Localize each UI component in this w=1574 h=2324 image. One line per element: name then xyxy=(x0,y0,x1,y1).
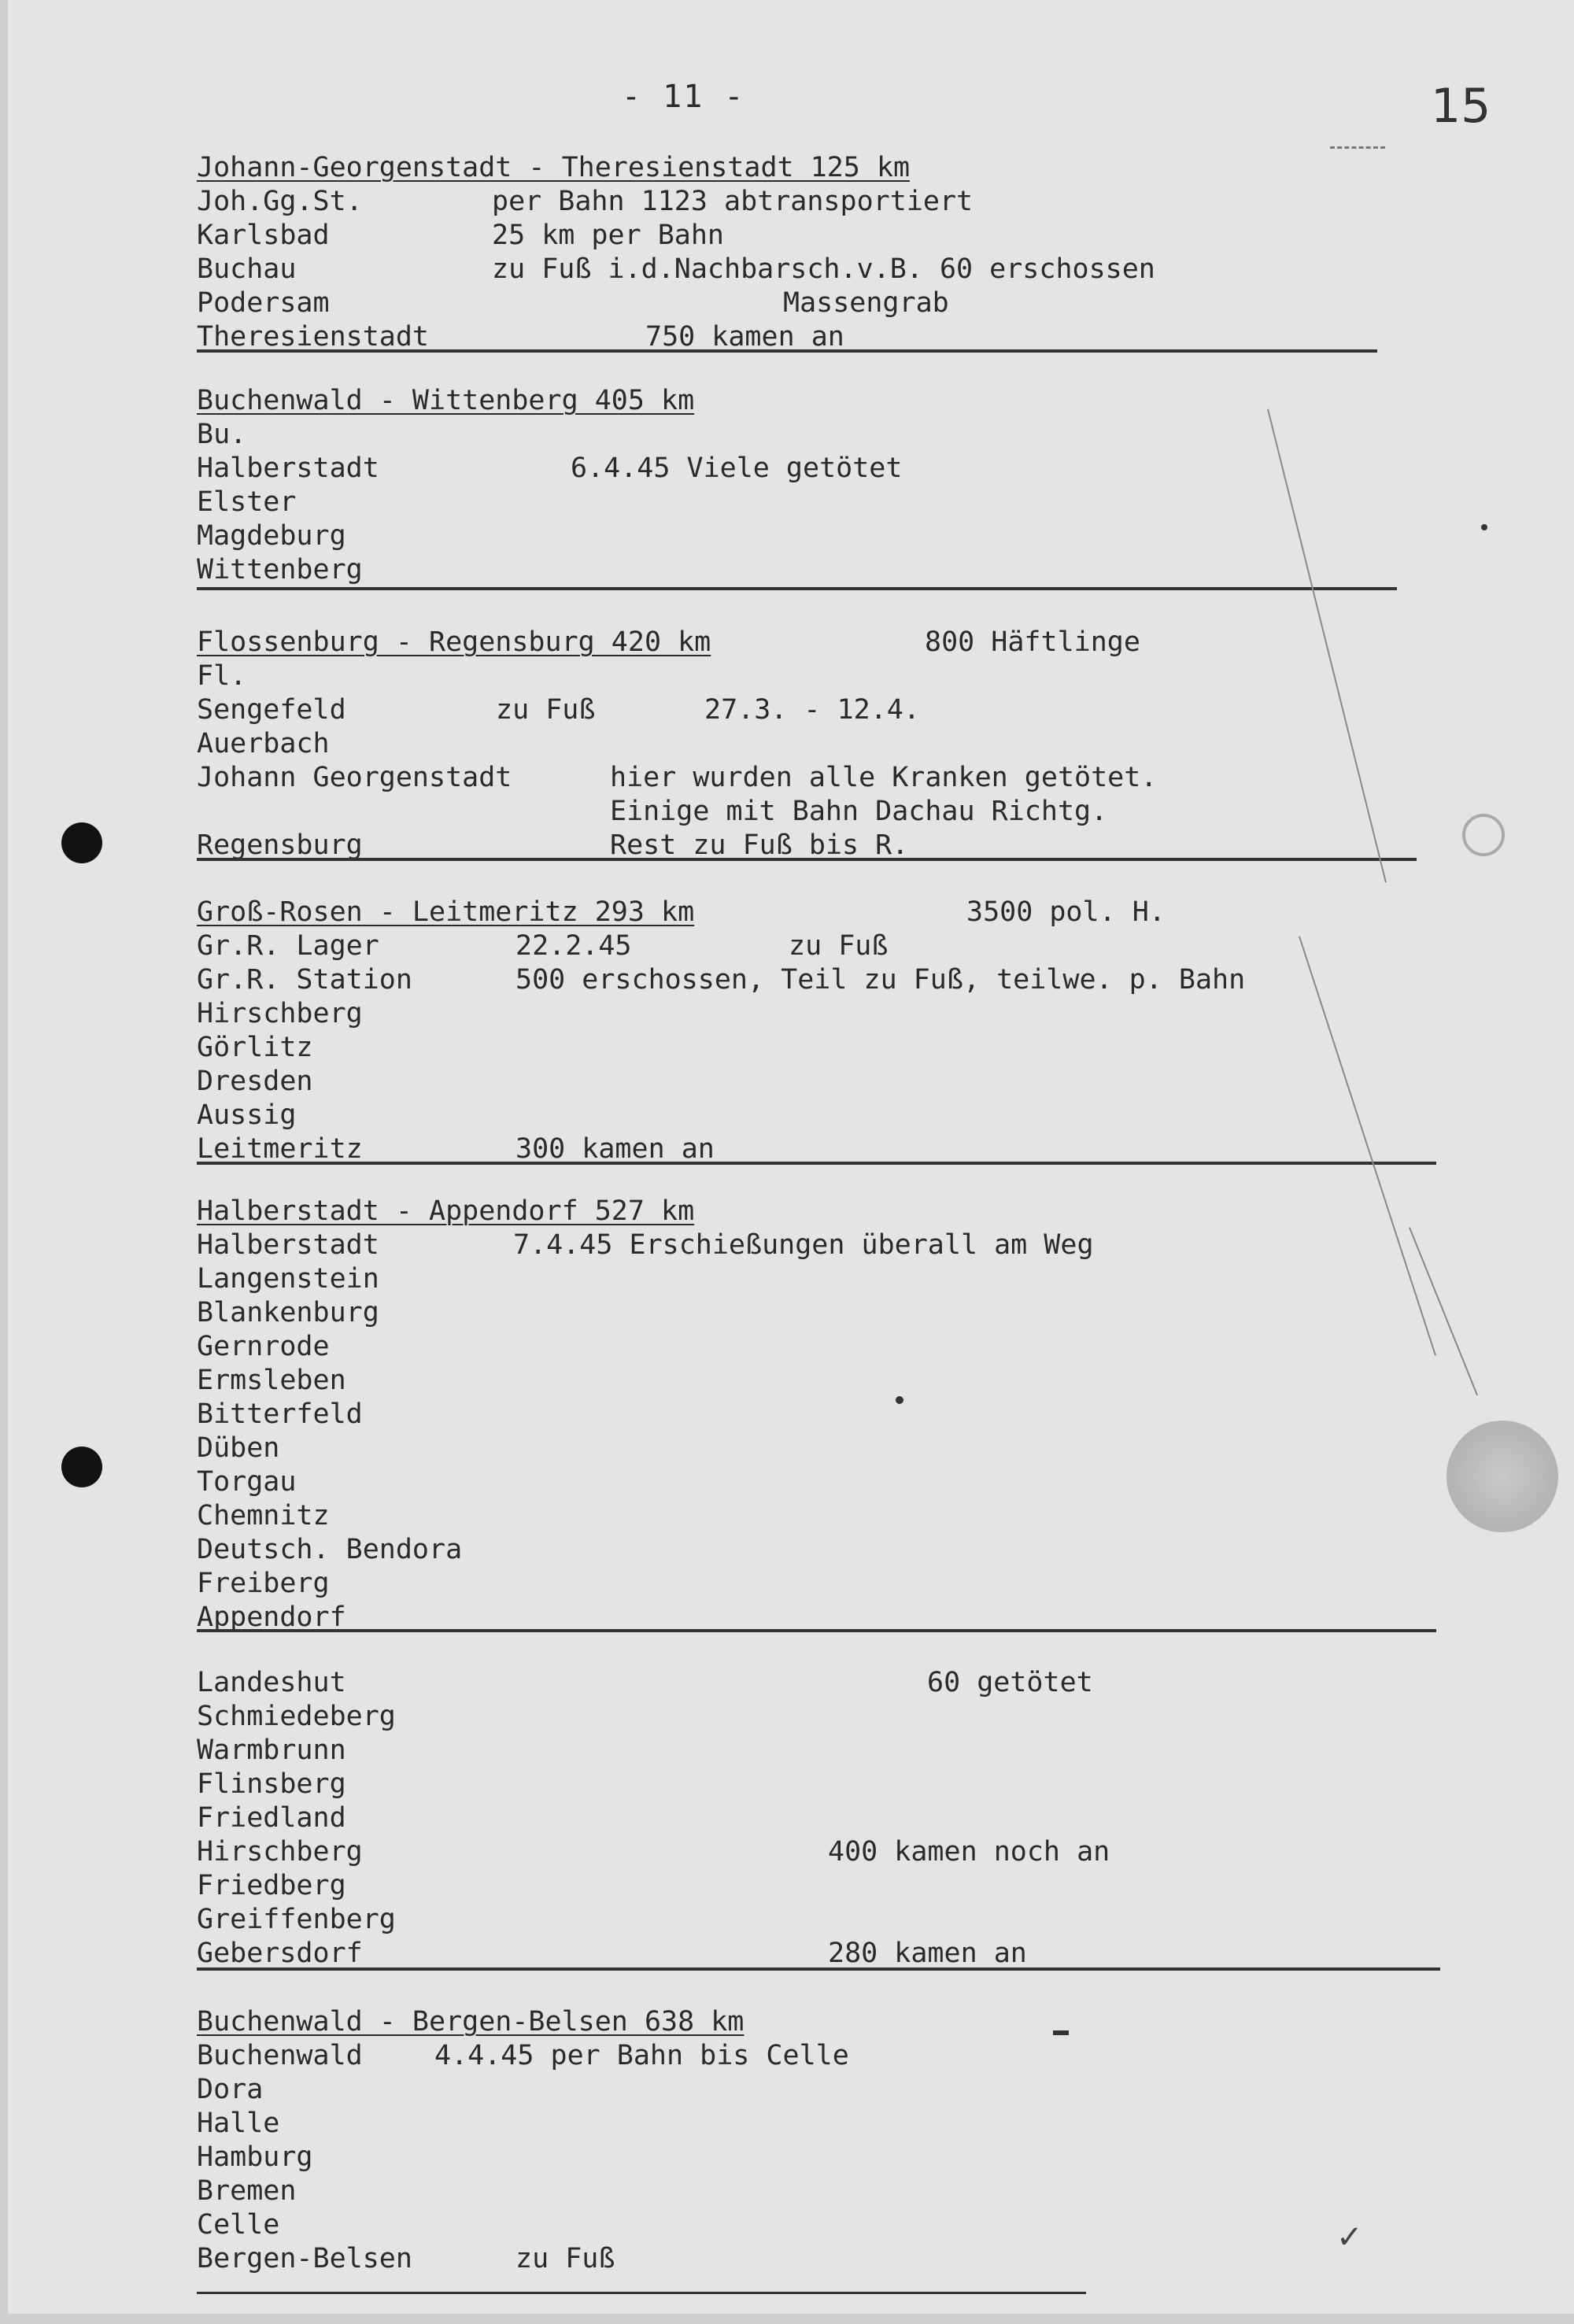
place-name: Chemnitz xyxy=(197,1500,330,1531)
place-name: Düben xyxy=(197,1432,280,1464)
route-detail: 400 kamen noch an xyxy=(828,1836,1110,1868)
punch-hole xyxy=(61,1446,102,1487)
ink-dot xyxy=(896,1396,903,1404)
route-detail: hier wurden alle Kranken getötet. xyxy=(610,762,1158,793)
place-name: Dresden xyxy=(197,1066,313,1097)
corner-mark xyxy=(1330,146,1385,149)
place-name: Buchenwald xyxy=(197,2040,363,2071)
page-number: - 11 - xyxy=(622,79,745,115)
route-detail: zu Fuß xyxy=(496,694,596,726)
punch-hole-ring xyxy=(1462,814,1505,856)
bottom-divider xyxy=(197,2292,1086,2294)
route-detail: 22.2.45 xyxy=(515,930,632,962)
section-divider xyxy=(197,1162,1436,1165)
place-name: Appendorf xyxy=(197,1602,346,1633)
place-name: Gr.R. Station xyxy=(197,964,412,996)
place-name: Ermsleben xyxy=(197,1365,346,1396)
place-name: Elster xyxy=(197,486,297,518)
place-name: Gr.R. Lager xyxy=(197,930,379,962)
route-detail: 300 kamen an xyxy=(515,1133,715,1165)
route-note: Massengrab xyxy=(783,287,949,319)
place-name: Friedberg xyxy=(197,1870,346,1901)
place-name: Langenstein xyxy=(197,1263,379,1295)
place-name: Regensburg xyxy=(197,829,363,861)
route-title: Groß-Rosen - Leitmeritz 293 km xyxy=(197,896,695,928)
section-divider xyxy=(197,858,1417,861)
route-detail: zu Fuß xyxy=(515,2243,615,2274)
place-name: Bremen xyxy=(197,2175,297,2207)
section-divider xyxy=(197,1967,1440,1971)
place-name: Bergen-Belsen xyxy=(197,2243,412,2274)
route-detail: 6.4.45 Viele getötet xyxy=(571,453,903,484)
route-note: 750 kamen an xyxy=(645,321,844,353)
route-title: Johann-Georgenstadt - Theresienstadt 125 km xyxy=(197,152,911,183)
section-divider xyxy=(197,1629,1436,1632)
place-name: Warmbrunn xyxy=(197,1735,346,1766)
route-note: 27.3. - 12.4. xyxy=(704,694,920,726)
place-name: Buchau xyxy=(197,253,297,285)
place-name: Hamburg xyxy=(197,2141,313,2173)
route-title: Buchenwald - Wittenberg 405 km xyxy=(197,385,695,416)
route-count: 3500 pol. H. xyxy=(966,896,1166,928)
place-name: Podersam xyxy=(197,287,330,319)
place-name: Gernrode xyxy=(197,1331,330,1362)
folio-number: 15 xyxy=(1431,79,1491,134)
ink-dot xyxy=(1481,524,1487,530)
place-name: Aussig xyxy=(197,1099,297,1131)
route-title: Flossenburg - Regensburg 420 km xyxy=(197,626,711,658)
route-detail: 500 erschossen, Teil zu Fuß, teilwe. p. Bahn xyxy=(515,964,1246,996)
section-divider xyxy=(197,587,1397,590)
stray-pencil-line xyxy=(1299,936,1436,1355)
route-detail: 7.4.45 Erschießungen überall am Weg xyxy=(513,1229,1094,1261)
place-name: Halberstadt xyxy=(197,453,379,484)
place-name: Friedland xyxy=(197,1802,346,1834)
place-name: Bitterfeld xyxy=(197,1398,363,1430)
stray-pencil-line xyxy=(1409,1227,1478,1395)
place-name: Wittenberg xyxy=(197,554,363,586)
route-detail: 280 kamen an xyxy=(828,1938,1027,1969)
place-name: Halberstadt xyxy=(197,1229,379,1261)
place-name: Bu. xyxy=(197,419,247,450)
route-detail: per Bahn 1123 abtransportiert xyxy=(492,186,974,217)
place-name: Freiberg xyxy=(197,1568,330,1599)
punch-hole xyxy=(61,822,102,863)
ink-dash xyxy=(1053,2030,1069,2035)
route-detail: Einige mit Bahn Dachau Richtg. xyxy=(610,796,1108,827)
route-detail: 25 km per Bahn xyxy=(492,220,725,251)
route-detail: Rest zu Fuß bis R. xyxy=(610,829,909,861)
route-detail: 60 getötet xyxy=(927,1667,1093,1698)
place-name: Deutsch. Bendora xyxy=(197,1534,463,1565)
place-name: Torgau xyxy=(197,1466,297,1498)
punch-hole-shadow xyxy=(1447,1421,1558,1532)
place-name: Joh.Gg.St. xyxy=(197,186,363,217)
place-name: Hirschberg xyxy=(197,1836,363,1868)
place-name: Hirschberg xyxy=(197,998,363,1029)
scan-border-bottom xyxy=(0,2314,1574,2324)
check-mark: ✓ xyxy=(1336,2219,1363,2256)
place-name: Dora xyxy=(197,2074,264,2105)
place-name: Fl. xyxy=(197,660,247,692)
place-name: Greiffenberg xyxy=(197,1904,396,1935)
place-name: Landeshut xyxy=(197,1667,346,1698)
route-detail: 4.4.45 per Bahn bis Celle xyxy=(434,2040,849,2071)
place-name: Karlsbad xyxy=(197,220,330,251)
place-name: Gebersdorf xyxy=(197,1938,363,1969)
route-title: Halberstadt - Appendorf 527 km xyxy=(197,1195,695,1227)
place-name: Auerbach xyxy=(197,728,330,759)
place-name: Theresienstadt xyxy=(197,321,430,353)
place-name: Görlitz xyxy=(197,1032,313,1063)
route-detail: zu Fuß i.d.Nachbarsch.v.B. 60 erschossen xyxy=(492,253,1155,285)
place-name: Blankenburg xyxy=(197,1297,379,1328)
route-note: zu Fuß xyxy=(789,930,889,962)
place-name: Halle xyxy=(197,2108,280,2139)
place-name: Celle xyxy=(197,2209,280,2241)
place-name: Sengefeld xyxy=(197,694,346,726)
section-divider xyxy=(197,349,1377,353)
place-name: Schmiedeberg xyxy=(197,1701,396,1732)
route-title: Buchenwald - Bergen-Belsen 638 km xyxy=(197,2006,745,2038)
place-name: Johann Georgenstadt xyxy=(197,762,512,793)
scan-border-left xyxy=(0,0,8,2324)
place-name: Flinsberg xyxy=(197,1768,346,1800)
route-count: 800 Häftlinge xyxy=(925,626,1140,658)
place-name: Magdeburg xyxy=(197,520,346,552)
place-name: Leitmeritz xyxy=(197,1133,363,1165)
stray-pencil-line xyxy=(1267,409,1387,883)
